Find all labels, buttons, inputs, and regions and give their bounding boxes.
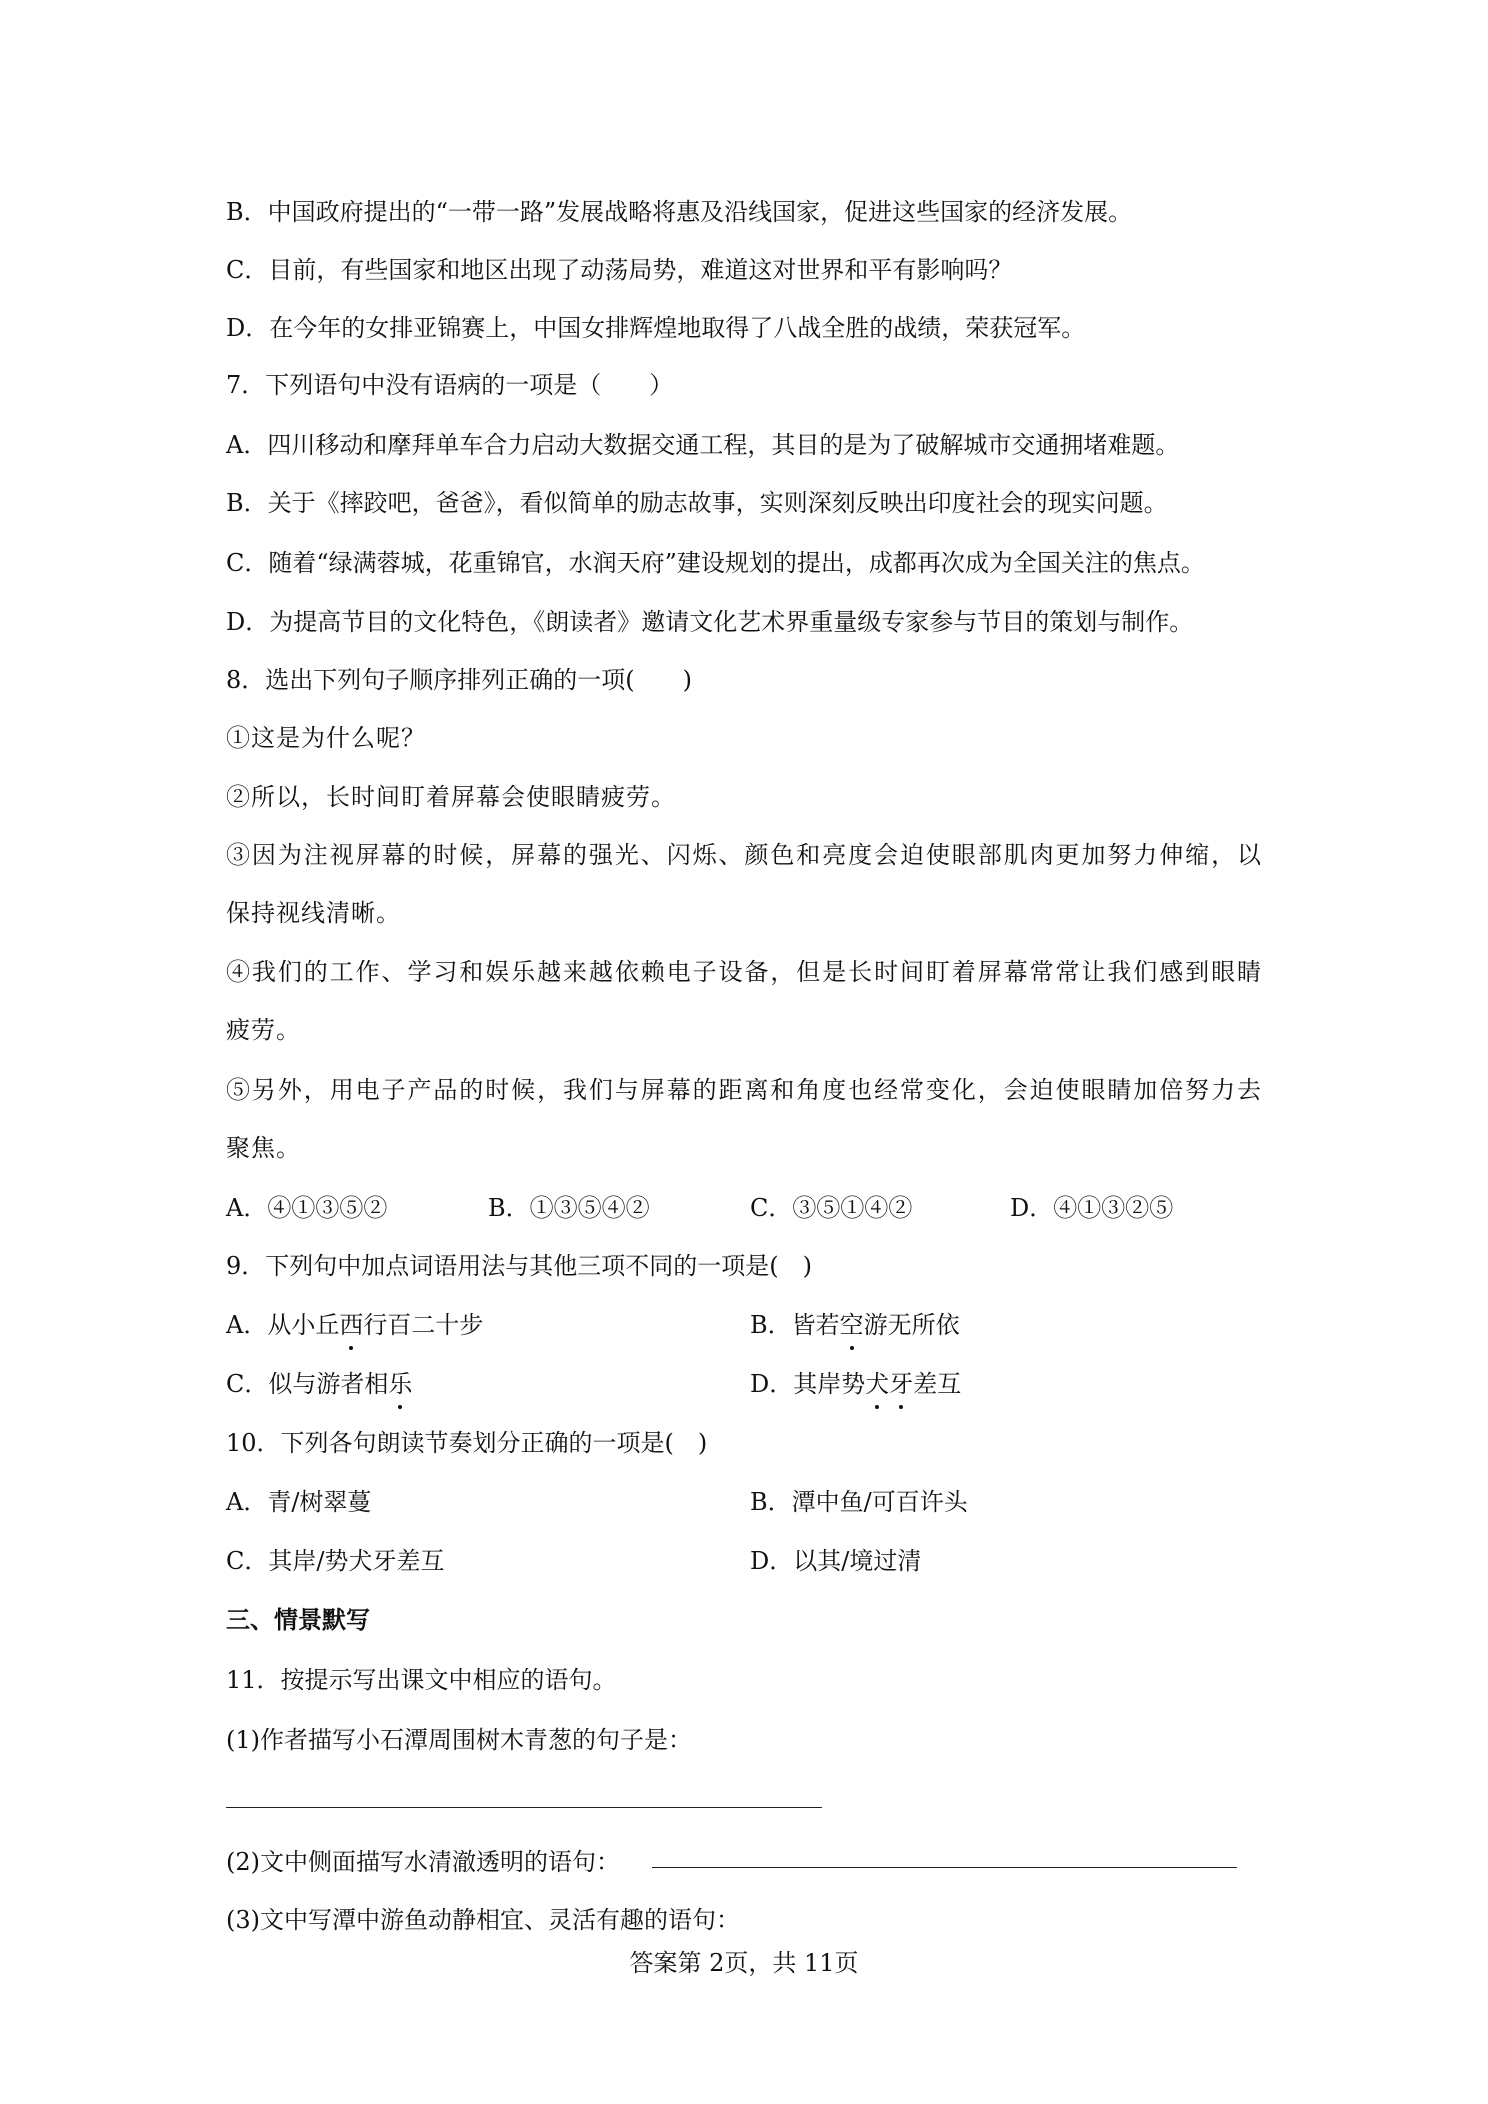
option-text: 游无所依 xyxy=(863,1311,960,1339)
q9-stem: 9．下列句中加点词语用法与其他三项不同的一项是( ) xyxy=(226,1252,812,1280)
q7-option-d: D．为提高节目的文化特色，《朗读者》邀请文化艺术界重量级专家参与节目的策划与制作。 xyxy=(226,608,1194,636)
option-text: 似与游者相 xyxy=(268,1370,389,1398)
q6-option-d: D．在今年的女排亚锦赛上，中国女排辉煌地取得了八战全胜的战绩，荣获冠军。 xyxy=(226,314,1086,342)
q7-option-b: B．关于《摔跤吧，爸爸》，看似简单的励志故事，实则深刻反映出印度社会的现实问题。 xyxy=(226,489,1168,517)
emphasized-char: 牙 xyxy=(889,1367,913,1401)
q7-option-c: C．随着“绿满蓉城，花重锦官，水润天府”建设规划的提出，成都再次成为全国关注的焦点。 xyxy=(226,549,1205,577)
q8-sentence-2: ②所以，长时间盯着屏幕会使眼睛疲劳。 xyxy=(226,783,676,811)
q8-sentence-3: ③因为注视屏幕的时候，屏幕的强光、闪烁、颜色和亮度会迫使眼部肌肉更加努力伸缩，以 xyxy=(226,841,1262,869)
q7-stem: 7．下列语句中没有语病的一项是（ ） xyxy=(226,371,674,399)
q9-option-a xyxy=(226,1308,483,1342)
option-text: 行百二十步 xyxy=(363,1311,484,1339)
option-label: A． xyxy=(226,1311,268,1339)
page-footer: 答案第 2页，共 11页 xyxy=(629,1949,859,1977)
answer-blank-1[interactable] xyxy=(226,1807,822,1808)
q11-part-2: (2)文中侧面描写水清澈透明的语句： xyxy=(226,1848,620,1876)
q10-option-c: C．其岸/势犬牙差互 xyxy=(226,1547,445,1575)
section-heading: 三、情景默写 xyxy=(226,1605,370,1634)
q8-sentence-4-cont: 疲劳。 xyxy=(226,1016,301,1044)
option-text: 从小丘 xyxy=(267,1311,340,1339)
q10-option-b: B．潭中鱼/可百许头 xyxy=(750,1488,968,1516)
emphasized-char: 空 xyxy=(840,1308,864,1342)
q9-option-d xyxy=(750,1367,961,1401)
answer-blank-2[interactable] xyxy=(652,1867,1237,1868)
q8-option-a: A．④①③⑤② xyxy=(226,1194,388,1222)
option-text: 皆若 xyxy=(791,1311,840,1339)
q7-option-a: A．四川移动和摩拜单车合力启动大数据交通工程，其目的是为了破解城市交通拥堵难题。 xyxy=(226,431,1180,459)
q8-sentence-5: ⑤另外，用电子产品的时候，我们与屏幕的距离和角度也经常变化，会迫使眼睛加倍努力去 xyxy=(226,1076,1262,1104)
q8-stem: 8．选出下列句子顺序排列正确的一项( ) xyxy=(226,666,692,694)
q6-option-b: B．中国政府提出的“一带一路”发展战略将惠及沿线国家，促进这些国家的经济发展。 xyxy=(226,198,1133,226)
q8-sentence-4: ④我们的工作、学习和娱乐越来越依赖电子设备，但是长时间盯着屏幕常常让我们感到眼睛 xyxy=(226,958,1262,986)
q11-stem: 11．按提示写出课文中相应的语句。 xyxy=(226,1666,617,1694)
option-label: B． xyxy=(750,1311,792,1339)
q10-option-a: A．青/树翠蔓 xyxy=(226,1488,372,1516)
option-text: 差互 xyxy=(913,1370,962,1398)
emphasized-char: 西 xyxy=(339,1308,363,1342)
q8-sentence-5-cont: 聚焦。 xyxy=(226,1134,301,1162)
q8-option-c: C．③⑤①④② xyxy=(750,1194,913,1222)
q10-stem: 10．下列各句朗读节奏划分正确的一项是( ) xyxy=(226,1429,708,1457)
q8-sentence-1: ①这是为什么呢？ xyxy=(226,724,426,752)
q9-option-c xyxy=(226,1367,412,1401)
emphasized-char: 犬 xyxy=(865,1367,889,1401)
option-label: D． xyxy=(750,1370,794,1398)
q8-option-d: D．④①③②⑤ xyxy=(1010,1194,1174,1222)
option-text: 其岸势 xyxy=(793,1370,866,1398)
q8-option-b: B．①③⑤④② xyxy=(488,1194,650,1222)
q9-option-b xyxy=(750,1308,960,1342)
q11-part-3: (3)文中写潭中游鱼动静相宜、灵活有趣的语句： xyxy=(226,1906,740,1934)
q6-option-c: C．目前，有些国家和地区出现了动荡局势，难道这对世界和平有影响吗？ xyxy=(226,256,1013,284)
emphasized-char: 乐 xyxy=(388,1367,412,1401)
q8-sentence-3-cont: 保持视线清晰。 xyxy=(226,899,401,927)
option-label: C． xyxy=(226,1370,269,1398)
q10-option-d: D．以其/境过清 xyxy=(750,1547,922,1575)
q11-part-1: (1)作者描写小石潭周围树木青葱的句子是： xyxy=(226,1726,692,1754)
